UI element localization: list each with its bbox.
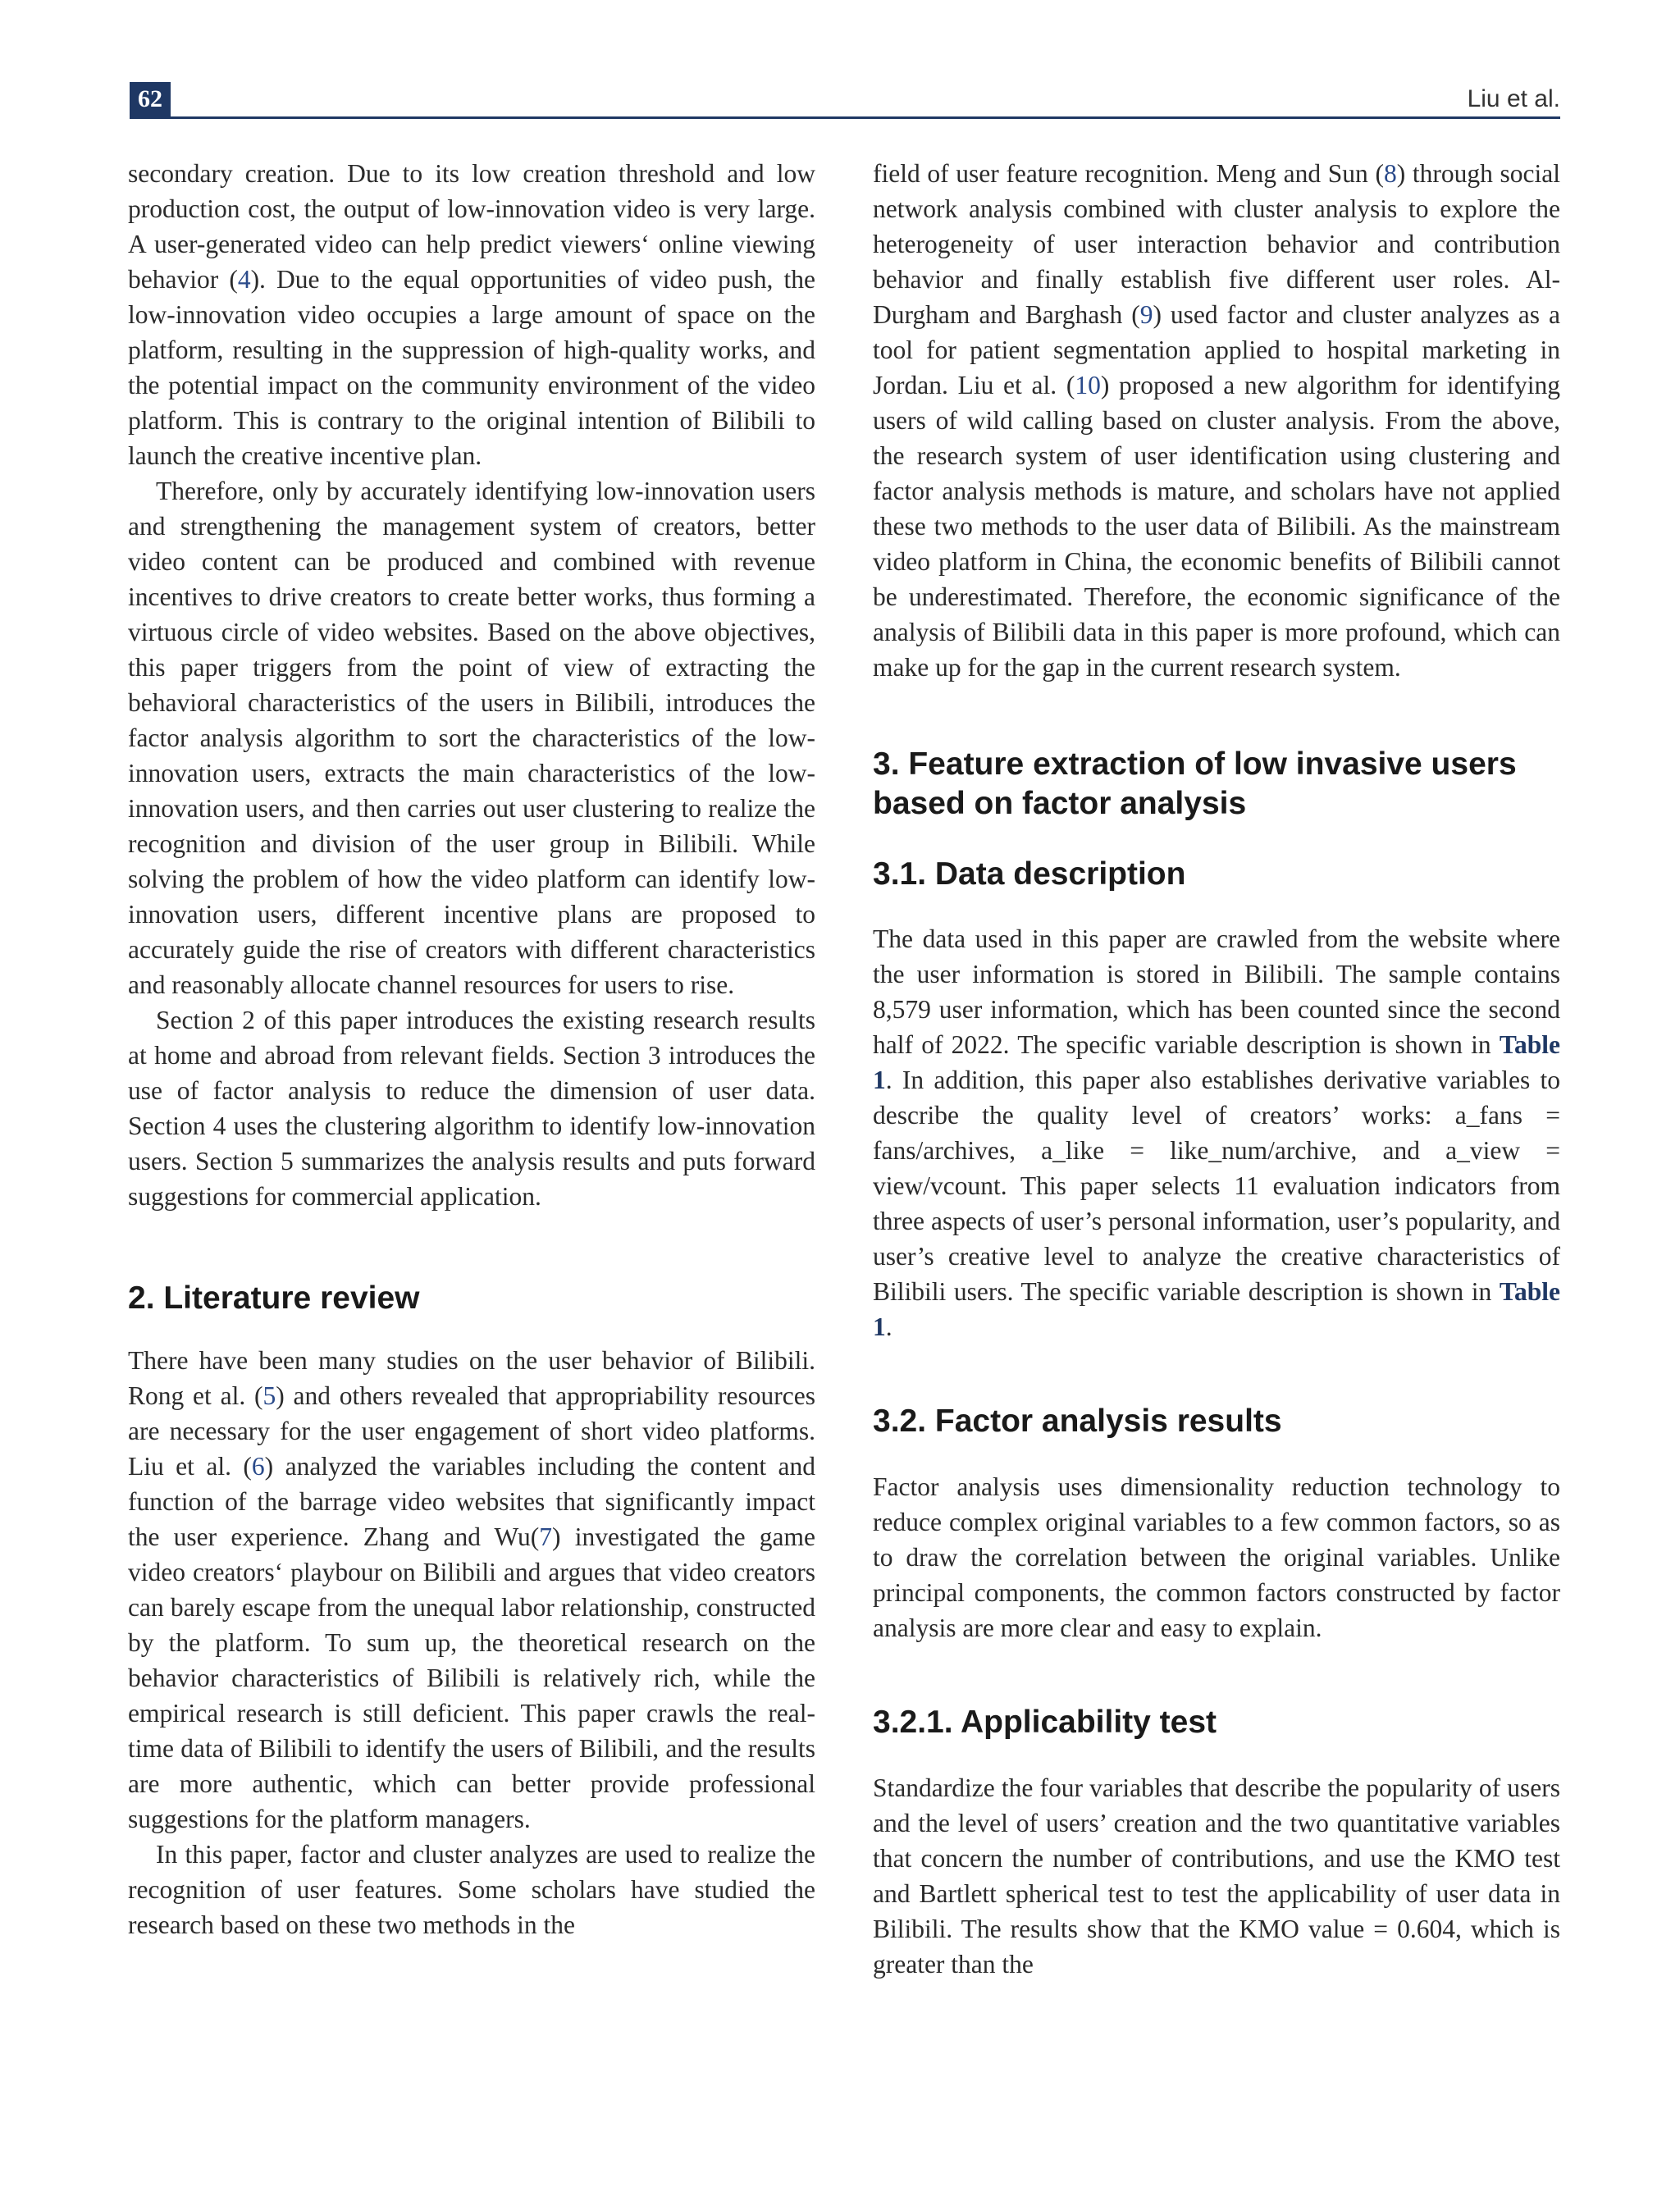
paragraph: The data used in this paper are crawled from the website where the user information is stored in Bilibili. The sample contains 8,579 user information, which has been counted since the second half of 2022. The specific variable description is shown in Table 1. In addition, this paper also establishes derivative variables to describe the quality level of creators’ works: a_fans = fans/archives, a_like = like_num/archive, and a_view = view/vcount. This paper selects 11 evaluation indicators from three aspects of user’s personal information, user’s popularity, and user’s creative level to analyze the creative characteristics of Bilibili users. The specific variable description is shown in Table 1. bbox=[873, 924, 1560, 1341]
page-header bbox=[130, 82, 1560, 119]
subsection-heading: 3.2.1. Applicability test bbox=[873, 1705, 1217, 1740]
citation-link[interactable]: 10 bbox=[1075, 371, 1101, 399]
subsection-heading: 3.2. Factor analysis results bbox=[873, 1404, 1282, 1439]
section-heading: 3. Feature extraction of low invasive users based on factor analysis bbox=[873, 746, 1517, 821]
subsection-heading: 3.1. Data description bbox=[873, 856, 1186, 892]
citation-link[interactable]: 8 bbox=[1383, 159, 1397, 188]
paragraph: In this paper, factor and cluster analyzes are used to realize the recognition of user features. Some scholars have studied the research based on these two methods in the bbox=[128, 1840, 815, 1939]
paragraph: There have been many studies on the user behavior of Bilibili. Rong et al. (5) and others revealed that appropriability resources are necessary for the user engagement of short video platforms. Liu et al. (6) analyzed the variables including the content and function of the barrage video websites that significantly impact the user experience. Zhang and Wu(7) investigated the game video creators‘ playbour on Bilibili and argues that video creators can barely escape from the unequal labor relationship, constructed by the platform. To sum up, the theoretical research on the behavior characteristics of Bilibili is relatively rich, while the empirical research is still deficient. This paper crawls the real-time data of Bilibili to identify the users of Bilibili, and the results are more authentic, which can better provide professional suggestions for the platform managers. bbox=[128, 1346, 816, 1833]
right-column bbox=[873, 156, 1560, 1982]
citation-link[interactable]: 9 bbox=[1139, 300, 1153, 329]
section-heading: 2. Literature review bbox=[128, 1280, 420, 1316]
citation-link[interactable]: 7 bbox=[539, 1522, 553, 1551]
paragraph: secondary creation. Due to its low creation threshold and low production cost, the output of low-innovation video is very large. A user-generated video can help predict viewers‘ online viewing behavior (4). Due to the equal opportunities of video push, the low-innovation video occupies a large amount of space on the platform, resulting in the suppression of high-quality works, and the potential impact on the community environment of the video platform. This is contrary to the original intention of Bilibili to launch the creative incentive plan. bbox=[128, 159, 815, 470]
citation-link[interactable]: 4 bbox=[237, 265, 251, 294]
citation-link[interactable]: 5 bbox=[262, 1381, 276, 1410]
paragraph: Section 2 of this paper introduces the existing research results at home and abroad from relevant fields. Section 3 introduces the use of factor analysis to reduce the dimension of user data. Section 4 uses the clustering algorithm to identify low-innovation users. Section 5 summarizes the analysis results and puts forward suggestions for commercial application. bbox=[128, 1006, 815, 1211]
paragraph: Factor analysis uses dimensionality reduction technology to reduce complex original variables to a few common factors, so as to draw the correlation between the original variables. Unlike principal components, the common factors constructed by factor analysis are more clear and easy to explain. bbox=[873, 1472, 1560, 1642]
table-link[interactable]: Table 1 bbox=[873, 1030, 1560, 1094]
paragraph: Standardize the four variables that describe the popularity of users and the level of users’ creation and the two quantitative variables that concern the number of contributions, and use the KMO test and Bartlett spherical test to test the applicability of user data in Bilibili. The results show that the KMO value = 0.604, which is greater than the bbox=[873, 1773, 1560, 1979]
running-head: Liu et al. bbox=[1467, 85, 1560, 112]
paragraph: field of user feature recognition. Meng and Sun (8) through social network analysis combined with cluster analysis to explore the heterogeneity of user interaction behavior and contribution behavior and finally establish five different user roles. Al-Durgham and Barghash (9) used factor and cluster analyzes as a tool for patient segmentation applied to hospital marketing in Jordan. Liu et al. (10) proposed a new algorithm for identifying users of wild calling based on cluster analysis. From the above, the research system of user identification using clustering and factor analysis methods is mature, and scholars have not applied these two methods to the user data of Bilibili. As the mainstream video platform in China, the economic benefits of Bilibili cannot be underestimated. Therefore, the economic significance of the analysis of Bilibili data in this paper is more profound, which can make up for the gap in the current research system. bbox=[873, 159, 1560, 682]
table-link[interactable]: Table 1 bbox=[873, 1277, 1560, 1341]
citation-link[interactable]: 6 bbox=[251, 1452, 265, 1481]
page-number: 62 bbox=[130, 82, 171, 116]
paragraph: Therefore, only by accurately identifying low-innovation users and strengthening the management system of creators, better video content can be produced and combined with revenue incentives to drive creators to create better works, thus forming a virtuous circle of video websites. Based on the above objectives, this paper triggers from the point of view of extracting the behavioral characteristics of the users in Bilibili, introduces the factor analysis algorithm to sort the characteristics of the low-innovation users, extracts the main characteristics of the low-innovation users, and then carries out user clustering to realize the recognition and division of the user group in Bilibili. While solving the problem of how the video platform can identify low-innovation users, different incentive plans are proposed to accurately guide the rise of creators with different characteristics and reasonably allocate channel resources for users to rise. bbox=[128, 477, 815, 999]
left-column bbox=[128, 156, 815, 1942]
